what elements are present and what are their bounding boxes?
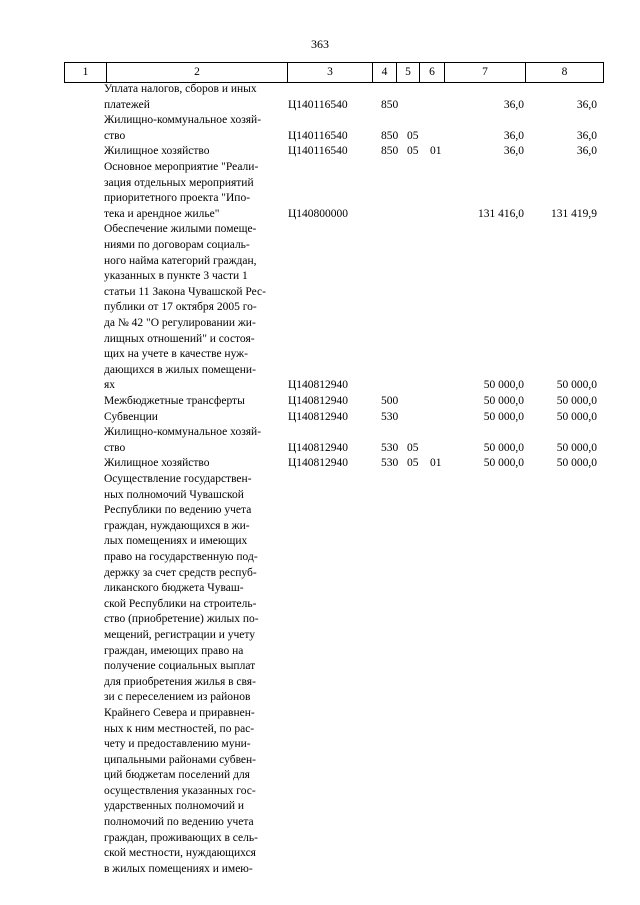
row-name-line: ях <box>104 379 116 392</box>
row-name-line: ство <box>104 441 126 454</box>
row-name-line: держку за счет средств респуб- <box>104 566 257 579</box>
row-code: Ц140812940 <box>288 441 349 454</box>
row-code: Ц140116540 <box>288 145 348 158</box>
header-col-4: 4 <box>372 63 396 82</box>
row-name-line: ных полномочий Чувашской <box>104 488 244 501</box>
header-col-2: 2 <box>106 63 287 82</box>
row-name-line: статьи 11 Закона Чувашской Рес- <box>104 285 266 298</box>
header-col-6: 6 <box>419 63 444 82</box>
row-name-line: ство <box>104 129 126 142</box>
row-name-line: граждан, имеющих право на <box>104 644 244 657</box>
row-name-line: Обеспечение жилыми помеще- <box>104 223 257 236</box>
row-name-line: ципальными районами субвен- <box>104 753 257 766</box>
row-section: 500 <box>381 395 399 407</box>
row-value-2018: 131 416,0 <box>478 207 524 220</box>
table-header <box>64 62 604 83</box>
row-value-2019: 36,0 <box>576 98 597 111</box>
row-name <box>104 82 278 113</box>
row-code: Ц140800000 <box>288 207 349 220</box>
header-col-3: 3 <box>287 63 372 82</box>
row-name-line: Субвенции <box>104 410 158 423</box>
row-name-line: Жилищно-коммунальное хозяй- <box>104 114 262 127</box>
row-code: Ц140812940 <box>288 410 349 423</box>
row-value-2018: 50 000,0 <box>483 395 524 407</box>
row-name <box>104 456 278 472</box>
row-item: 01 <box>430 457 442 470</box>
row-value-2018: 50 000,0 <box>483 379 524 392</box>
row-name-line: мещений, регистрации и учету <box>104 628 256 641</box>
row-name-line: Жилищное хозяйство <box>104 145 210 158</box>
row-name-line: чету и предоставлению муни- <box>104 738 251 751</box>
row-section: 850 <box>381 145 399 158</box>
row-name-line: Жилищно-коммунальное хозяй- <box>104 426 262 439</box>
row-section: 850 <box>381 129 399 142</box>
row-name-line: ниями по договорам социаль- <box>104 238 250 251</box>
row-name <box>104 394 278 410</box>
row-value-2019: 50 000,0 <box>556 441 597 454</box>
row-name <box>104 160 278 222</box>
row-name-line: Основное мероприятие "Реали- <box>104 161 259 173</box>
row-name-line: ных к ним местностей, по рас- <box>104 722 255 735</box>
row-name-line: ного найма категорий граждан, <box>104 254 257 267</box>
row-name-line: ской местности, нуждающихся <box>104 847 256 860</box>
row-subsection: 05 <box>407 441 419 454</box>
row-value-2019: 50 000,0 <box>556 457 597 470</box>
row-name-line: в жилых помещениях и имею- <box>104 862 253 875</box>
row-name-line: ской Республики на строитель- <box>104 597 257 610</box>
row-value-2018: 36,0 <box>503 145 524 158</box>
header-col-8: 8 <box>525 63 604 82</box>
row-section: 530 <box>381 441 399 454</box>
row-subsection: 05 <box>407 457 419 470</box>
row-name-line: получение социальных выплат <box>104 660 256 673</box>
row-name-line: граждан, проживающих в сель- <box>104 831 258 844</box>
row-value-2018: 36,0 <box>503 129 524 142</box>
row-value-2019: 50 000,0 <box>556 395 597 407</box>
row-name-line: щих на учете в качестве нуж- <box>104 348 248 361</box>
row-name-line: лых помещениях и имеющих <box>104 535 248 548</box>
row-name-line: Межбюджетные трансферты <box>104 395 245 407</box>
row-name-line: ударственных полномочий и <box>104 800 245 813</box>
row-value-2019: 50 000,0 <box>556 410 597 423</box>
row-name-line: ство (приобретение) жилых по- <box>104 613 259 626</box>
page-number: 363 <box>311 37 329 51</box>
row-code: Ц140812940 <box>288 395 349 407</box>
row-name-line: право на государственную под- <box>104 550 258 563</box>
row-code: Ц140116540 <box>288 98 348 111</box>
row-code: Ц140116540 <box>288 129 348 142</box>
row-code: Ц140812940 <box>288 457 349 470</box>
row-name-line: указанных в пункте 3 части 1 <box>104 270 248 283</box>
row-name-line: приоритетного проекта "Ипо- <box>104 192 251 205</box>
row-section: 530 <box>381 457 399 470</box>
row-name-line: ликанского бюджета Чуваш- <box>104 582 244 595</box>
row-value-2019: 36,0 <box>576 145 597 158</box>
row-section: 850 <box>381 98 399 111</box>
row-name-line: публики от 17 октября 2005 го- <box>104 301 257 314</box>
row-code: Ц140812940 <box>288 379 349 392</box>
row-name-line: тека и арендное жилье" <box>104 207 220 220</box>
row-value-2019: 36,0 <box>576 129 597 142</box>
header-col-7: 7 <box>444 63 525 82</box>
row-name-line: Жилищное хозяйство <box>104 457 210 470</box>
row-subsection: 05 <box>407 129 419 142</box>
row-section: 530 <box>381 410 399 423</box>
row-value-2018: 50 000,0 <box>483 441 524 454</box>
row-name <box>104 425 278 456</box>
row-value-2019: 50 000,0 <box>556 379 597 392</box>
row-name-line: осуществления указанных гос- <box>104 784 256 797</box>
row-name <box>104 113 278 144</box>
row-name <box>104 472 278 877</box>
header-col-5: 5 <box>396 63 419 82</box>
row-value-2018: 50 000,0 <box>483 410 524 423</box>
row-name-line: Республики по ведению учета <box>104 504 252 517</box>
row-name-line: ций бюджетам поселений для <box>104 769 250 782</box>
row-name-line: зация отдельных мероприятий <box>104 176 254 189</box>
row-name-line: полномочий по ведению учета <box>104 816 254 829</box>
row-value-2018: 36,0 <box>503 98 524 111</box>
header-col-1: 1 <box>64 63 106 82</box>
row-name <box>104 222 278 394</box>
row-name-line: граждан, нуждающихся в жи- <box>104 519 250 532</box>
row-name-line: платежей <box>104 98 150 111</box>
row-name-line: Крайнего Севера и приравнен- <box>104 706 255 719</box>
row-item: 01 <box>430 145 442 158</box>
row-subsection: 05 <box>407 145 419 158</box>
row-name-line: Осуществление государствен- <box>104 473 252 485</box>
row-name-line: для приобретения жилья в свя- <box>104 675 256 688</box>
row-name-line: Уплата налогов, сборов и иных <box>104 83 257 95</box>
row-value-2018: 50 000,0 <box>483 457 524 470</box>
row-name <box>104 410 278 426</box>
row-name-line: лищных отношений" и состоя- <box>104 332 255 345</box>
row-name <box>104 144 278 160</box>
row-name-line: дающихся в жилых помещени- <box>104 363 256 376</box>
row-name-line: зи с переселением из районов <box>104 691 251 704</box>
row-name-line: да № 42 "О регулировании жи- <box>104 316 256 329</box>
row-value-2019: 131 419,9 <box>551 207 597 220</box>
